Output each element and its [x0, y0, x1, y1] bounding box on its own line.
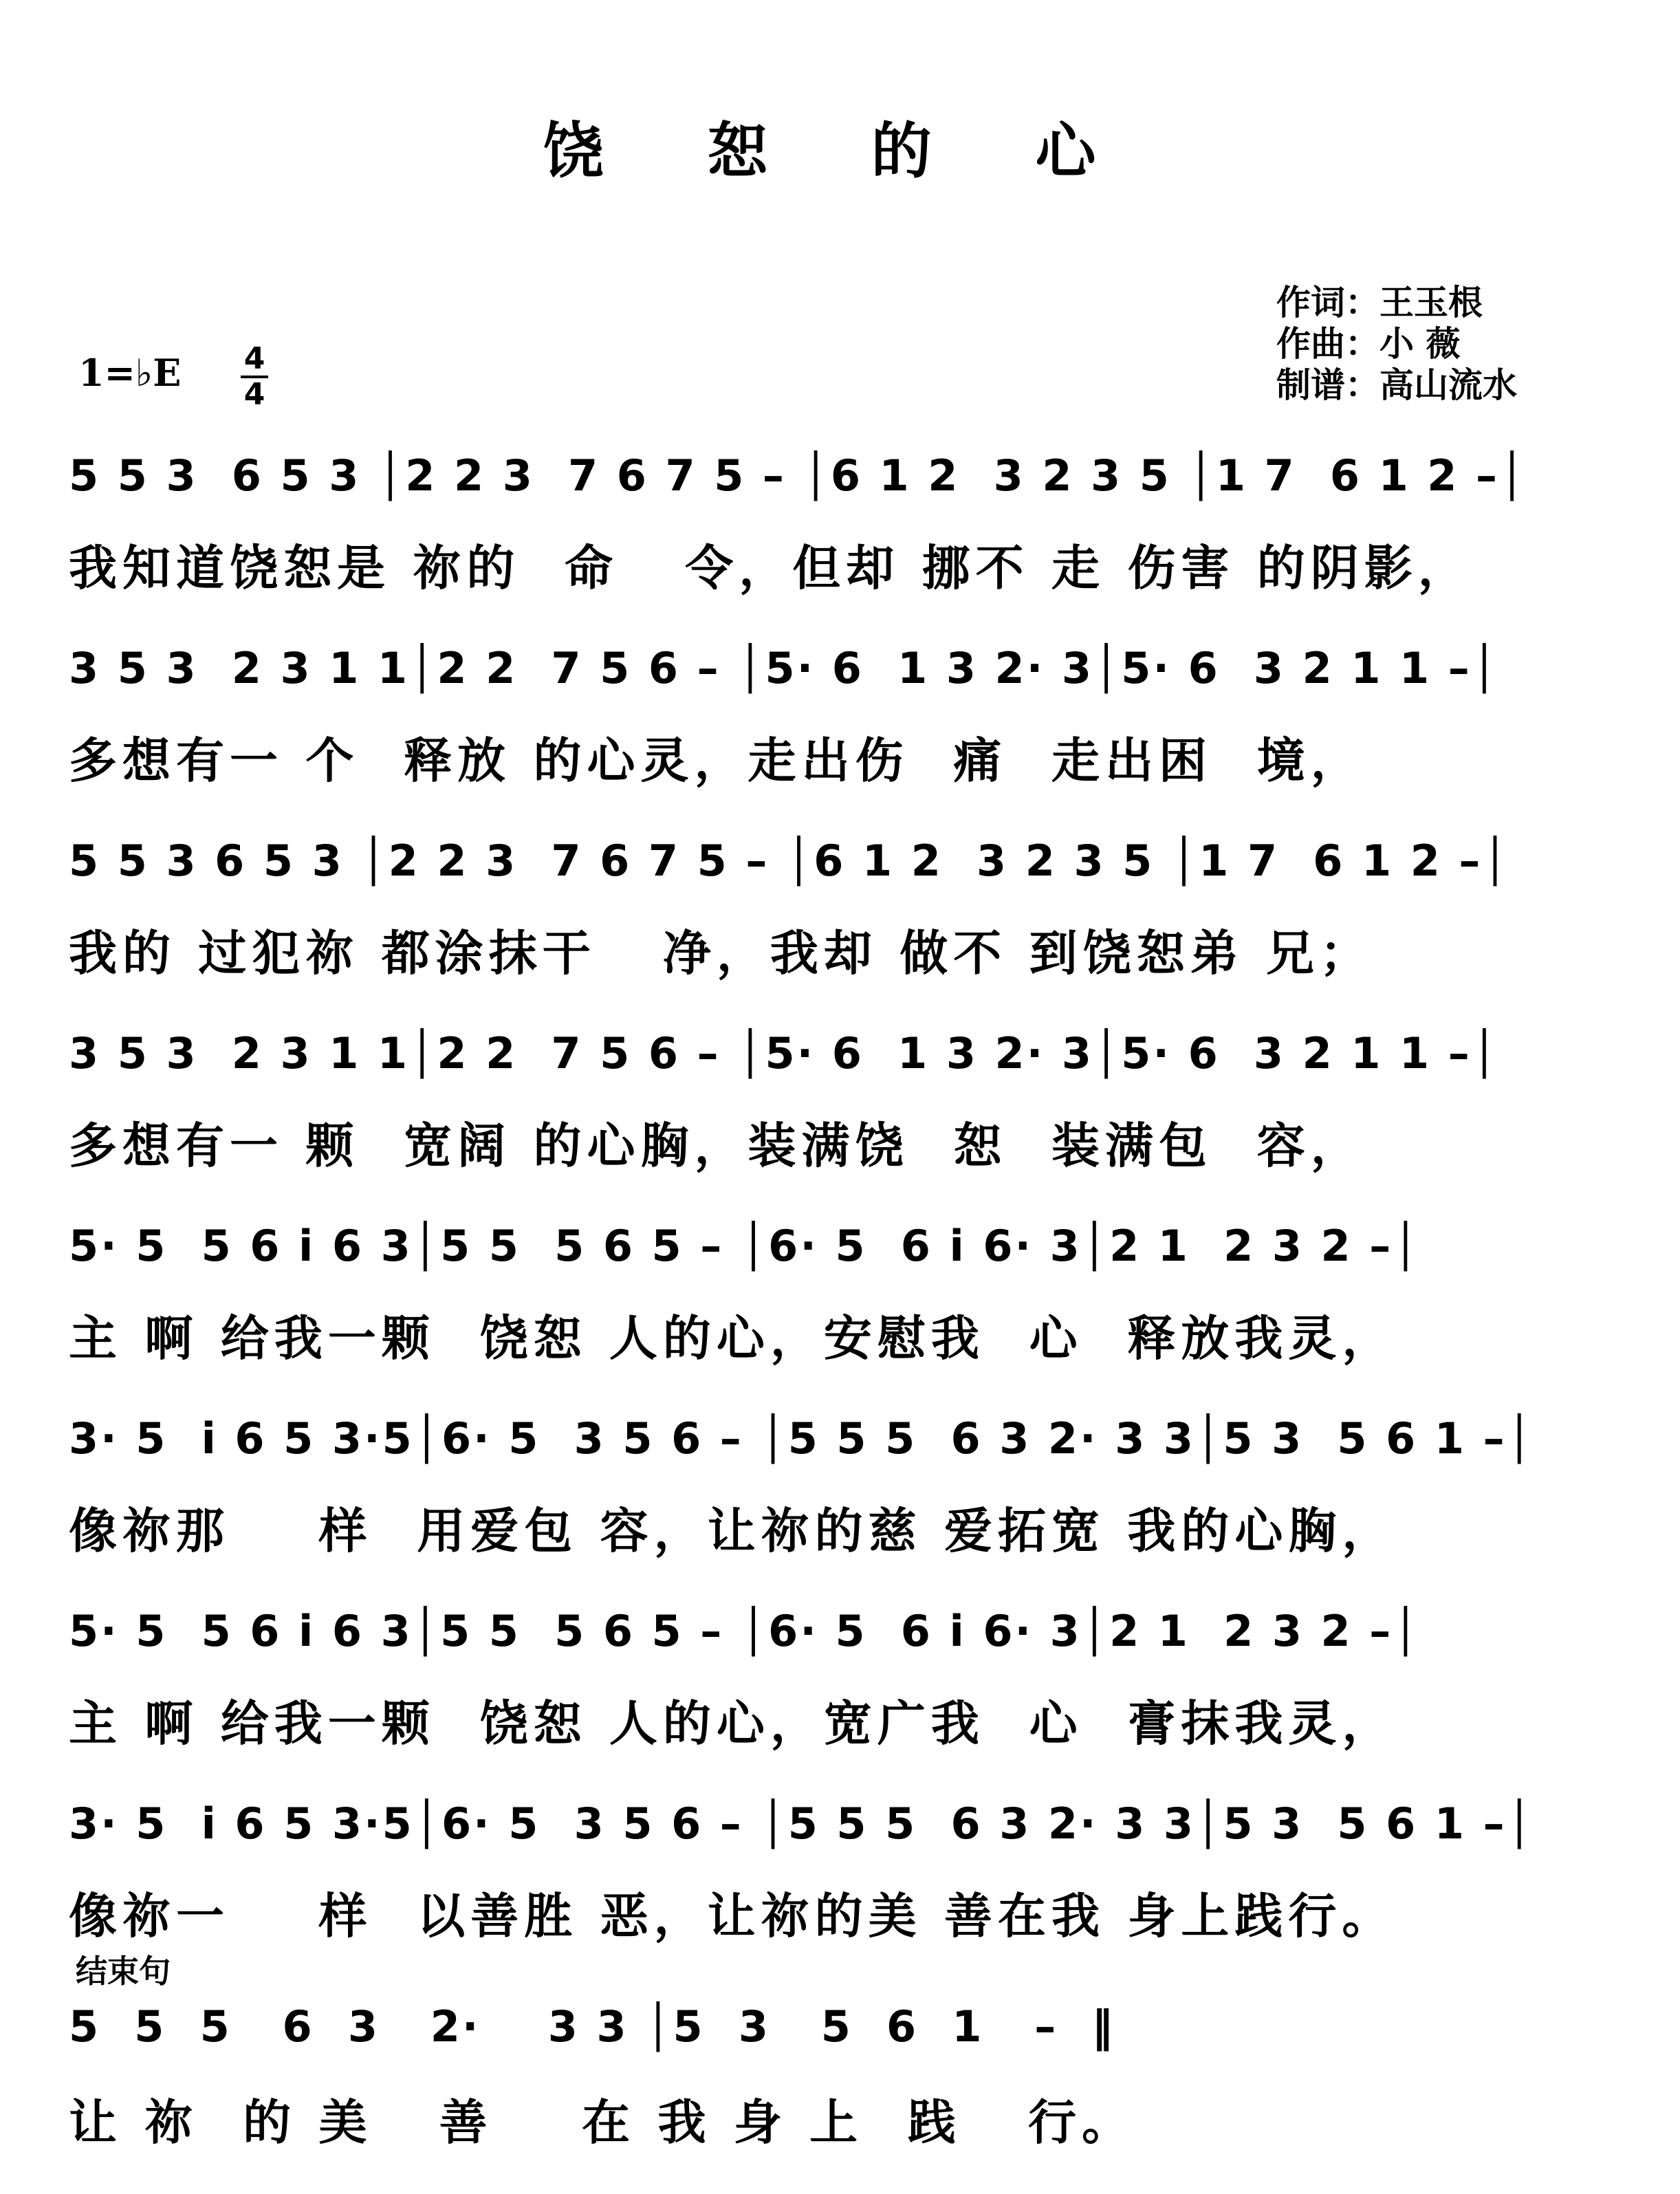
composer-credit: 作曲：小 薇	[1276, 324, 1461, 364]
lyrics-line: 像祢一 样 以善胜 恶，让祢的美 善在我 身上践行。	[69, 1888, 1396, 1944]
notation-line: 5 5 5 6 3 2· 3 3 │5 3 5 6 1 – ‖	[69, 2001, 1115, 2052]
key-value: ♭E	[135, 351, 182, 395]
arranger-credit: 制谱：高山流水	[1276, 365, 1517, 405]
time-bottom: 4	[243, 377, 265, 412]
notation-line: 5· 5 5 6 i 6 3│5 5 5 6 5 – │6· 5 6 i 6· 3│2 1 2 3 2 –│	[69, 1606, 1421, 1656]
notation-line: 3 5 3 2 3 1 1│2 2 7 5 6 – │5· 6 1 3 2· 3│5· 6 3 2 1 1 –│	[69, 1028, 1500, 1078]
lyrics-line: 多想有一 个 释放 的心灵，走出伤 痛 走出困 境，	[69, 732, 1364, 789]
notation-line: 3· 5 i 6 5 3·5│6· 5 3 5 6 – │5 5 5 6 3 2· 3 3│5 3 5 6 1 –│	[69, 1799, 1534, 1849]
lyricist-credit: 作词：王玉根	[1276, 283, 1483, 323]
lyrics-line: 主 啊 给我一颗 饶恕 人的心，安慰我 心 释放我灵，	[69, 1310, 1396, 1367]
song-title: 饶 恕 的 心	[543, 116, 1137, 186]
lyrics-line: 让 祢 的 美 善 在 我 身 上 践 行。	[69, 2094, 1136, 2151]
ending-label: 结束句	[76, 1953, 171, 1990]
lyrics-line: 像祢那 样 用爱包 容，让祢的慈 爱拓宽 我的心胸，	[69, 1503, 1396, 1559]
notation-line: 3· 5 i 6 5 3·5│6· 5 3 5 6 – │5 5 5 6 3 2· 3 3│5 3 5 6 1 –│	[69, 1413, 1534, 1464]
key-signature	[78, 351, 181, 395]
key-prefix: 1=	[78, 351, 135, 395]
lyrics-line: 我的 过犯祢 都涂抹干 净，我却 做不 到饶恕弟 兄；	[69, 925, 1373, 981]
lyrics-line: 我知道饶恕是 祢的 命 令，但却 挪不 走 伤害 的阴影，	[69, 540, 1472, 596]
notation-line: 5 5 3 6 5 3 │2 2 3 7 6 7 5 – │6 1 2 3 2 3 5 │1 7 6 1 2 –│	[69, 450, 1527, 501]
time-signature	[241, 341, 268, 412]
lyrics-line: 多想有一 颗 宽阔 的心胸，装满饶 恕 装满包 容，	[69, 1118, 1364, 1174]
time-top: 4	[243, 341, 265, 376]
notation-line: 5· 5 5 6 i 6 3│5 5 5 6 5 – │6· 5 6 i 6· 3│2 1 2 3 2 –│	[69, 1221, 1421, 1271]
lyrics-line: 主 啊 给我一颗 饶恕 人的心，宽广我 心 膏抹我灵，	[69, 1695, 1396, 1752]
notation-line: 3 5 3 2 3 1 1│2 2 7 5 6 – │5· 6 1 3 2· 3│5· 6 3 2 1 1 –│	[69, 643, 1500, 693]
notation-line: 5 5 3 6 5 3 │2 2 3 7 6 7 5 – │6 1 2 3 2 3 5 │1 7 6 1 2 –│	[69, 836, 1510, 886]
